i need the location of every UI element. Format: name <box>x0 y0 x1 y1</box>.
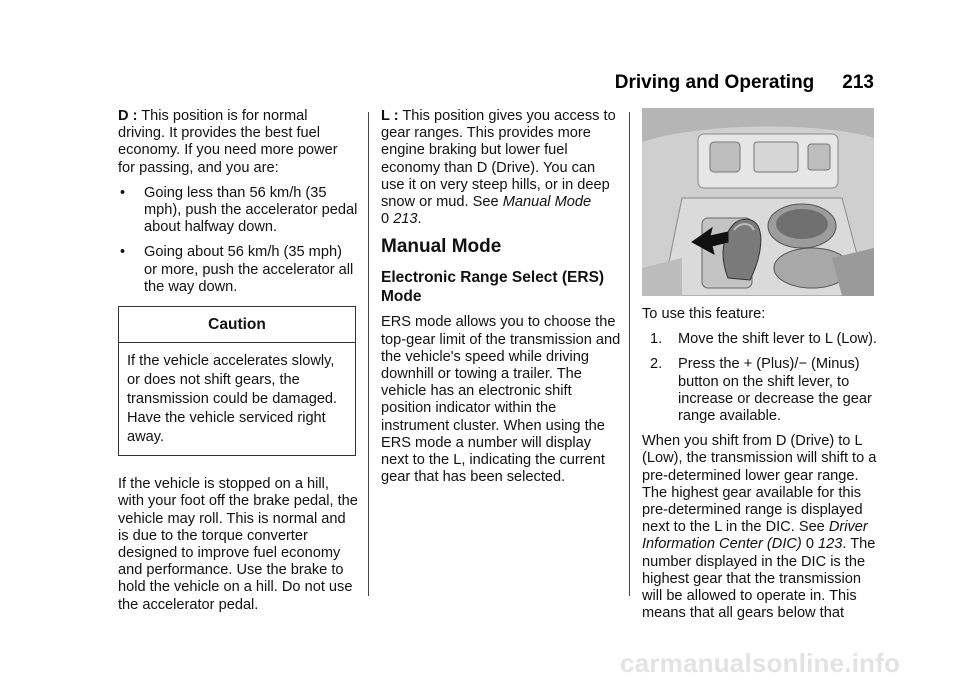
bullet-item <box>118 244 358 296</box>
column-2 <box>381 108 621 494</box>
step-number: 2. <box>650 356 663 373</box>
bullet-text: Going less than 56 km/h (35 mph), push the accelerator pedal about halfway down. <box>144 184 358 236</box>
page-ref-icon: 0 <box>381 211 390 228</box>
dic-page-ref[interactable]: 123 <box>818 536 843 553</box>
column-3 <box>642 108 878 630</box>
low-paragraph <box>381 108 621 228</box>
shift-end-text: . The number displayed in the DIC is the highest gear that the transmission will be allowed to operate in. This means that all gears below that <box>642 536 876 622</box>
bullet-text: Going about 56 km/h (35 mph) or more, push the accelerator all the way down. <box>144 244 354 295</box>
step-item <box>642 331 878 348</box>
page-header <box>615 72 874 94</box>
step-number: 1. <box>650 331 663 348</box>
manual-mode-page-ref[interactable]: 213 <box>393 211 418 228</box>
shift-text: When you shift from D (Drive) to L (Low), the transmission will shift to a pre-determined lower gear range. The highest gear available for this pre-determined range is displayed next to the L in the DIC. See <box>642 433 877 536</box>
drive-text: This position is for normal driving. It provides the best fuel economy. If you need more power for passing, and you are: <box>118 108 338 176</box>
use-feature-text: To use this feature: <box>642 306 766 322</box>
caution-box <box>118 306 356 456</box>
step-item <box>642 356 878 425</box>
header-title: Driving and Operating <box>614 72 815 93</box>
bullet-marker: • <box>120 244 126 261</box>
section-title: Manual Mode <box>381 236 502 258</box>
low-label: L : <box>381 108 399 124</box>
subsection-title: Electronic Range Select (ERS) Mode <box>381 269 605 306</box>
bullet-item <box>118 185 358 237</box>
watermark: carmanualsonline.info <box>620 648 901 678</box>
shift-paragraph <box>642 433 878 622</box>
bullet-marker: • <box>120 184 126 201</box>
column-divider-left <box>368 112 369 596</box>
dic-link[interactable]: Driver Information Center (DIC) <box>642 519 868 553</box>
period: . <box>417 211 422 228</box>
shift-lever-illustration <box>642 108 874 296</box>
low-text: This position gives you access to gear ranges. This provides more engine braking but lower fuel economy than D (Drive). You can use it on very steep hills, or in deep snow or mud. See <box>381 108 616 211</box>
manual-mode-link[interactable]: Manual Mode <box>502 194 592 211</box>
hill-paragraph: If the vehicle is stopped on a hill, with your foot off the brake pedal, the vehicle may roll. This is normal and is due to the torque converter designed to improve fuel economy and performance. Use the brake to hold the vehicle on a hill. Do not use the accelerator pedal. <box>118 476 358 613</box>
ers-paragraph: ERS mode allows you to choose the top-gear limit of the transmission and the vehicle's speed while driving downhill or towing a trailer. The vehicle has an electronic shift position indicator within the instrument cluster. When using the ERS mode a number will display next to the L, indicating the current gear that has been selected. <box>381 314 621 486</box>
step-text: Press the + (Plus)/− (Minus) button on the shift lever, to increase or decrease the gear range available. <box>678 356 872 425</box>
caution-text: If the vehicle accelerates slowly, or does not shift gears, the transmission could be damaged. Have the vehicle serviced right away. <box>127 353 338 446</box>
drive-paragraph <box>118 108 358 177</box>
drive-label: D : <box>118 108 138 124</box>
step-text: Move the shift lever to L (Low). <box>678 331 877 348</box>
column-1 <box>118 108 358 622</box>
caution-title: Caution <box>119 307 355 343</box>
column-divider-right <box>629 112 630 596</box>
page-ref-icon: 0 <box>805 536 814 553</box>
page-number: 213 <box>842 72 874 93</box>
